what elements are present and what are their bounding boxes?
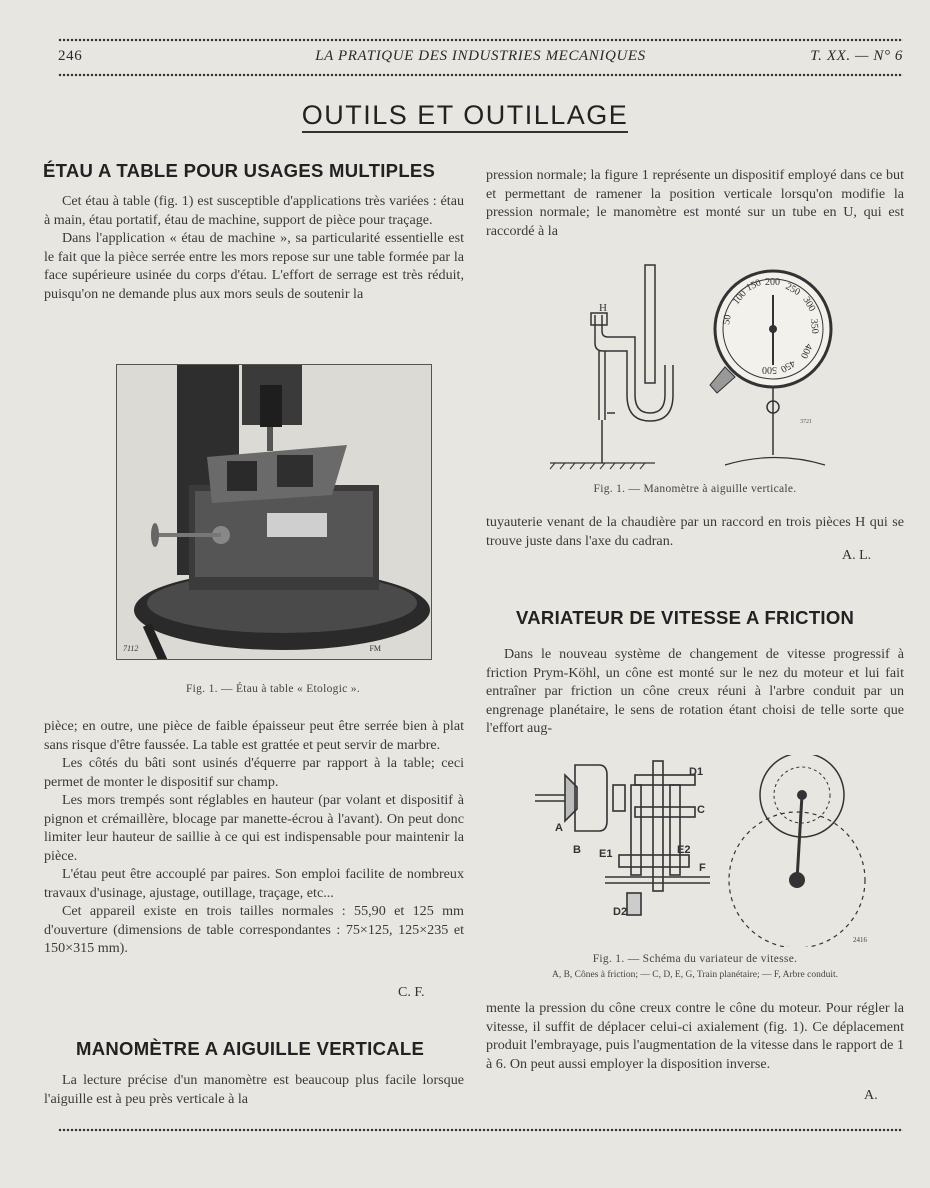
label-e1: E1 <box>599 848 613 860</box>
article3-signature: A. <box>864 1088 878 1103</box>
figure-legend: A, B, Cônes à friction; — C, D, E, G, Train planétaire; — F, Arbre conduit. <box>551 970 839 980</box>
label-d2: D2 <box>613 906 628 918</box>
article1-title: ÉTAU A TABLE POUR USAGES MULTIPLES <box>43 160 436 181</box>
dial-number: 100 <box>730 288 749 307</box>
article2-body-end <box>486 513 904 550</box>
header-bottom-rule <box>58 73 903 77</box>
paragraph: pression normale; la figure 1 représente un dispositif employé dans ce but et permettant de ramener la position verticale lorsqu'on modifie la pression normale; le manomètre est monté sur un tube en U, qui est raccordé à la <box>486 167 904 239</box>
paragraph: La lecture précise d'un manomètre est beaucoup plus facile lorsque l'aiguille est à peu près verticale à la <box>44 1072 464 1107</box>
label-b: B <box>573 844 581 856</box>
article1-body-bottom <box>44 717 464 958</box>
article1-body-top <box>44 192 464 303</box>
label-h: H <box>599 302 607 314</box>
paragraph: tuyauterie venant de la chaudière par un raccord en trois pièces H qui se trouve juste dans l'axe du cadran. <box>486 514 904 549</box>
photo-mark-left: 7112 <box>123 644 139 653</box>
figure-caption: Fig. 1. — Étau à table « Etologic ». <box>185 683 360 695</box>
figure-caption: Fig. 1. — Manomètre à aiguille verticale. <box>593 483 797 495</box>
paragraph: Cet étau à table (fig. 1) est susceptible d'applications très variées : étau à main, étau portatif, étau de machine, support de pièce pour traçage. <box>44 193 464 228</box>
dial-number: 350 <box>808 318 821 335</box>
vise-photo <box>116 364 432 660</box>
footer-rule <box>58 1128 903 1132</box>
dial-number: 50 <box>721 313 734 326</box>
article2-body-cont <box>486 166 904 240</box>
dial-number: 400 <box>797 341 815 360</box>
figure-mark: 2416 <box>853 936 867 944</box>
article2-title: MANOMÈTRE A AIGUILLE VERTICALE <box>76 1038 425 1059</box>
paragraph: Les côtés du bâti sont usinés d'équerre par rapport à la table; ceci permet de monter le dispositif sur champ. <box>44 755 464 790</box>
paragraph: L'étau peut être accouplé par paires. Son emploi facilite de nombreux travaux d'usinage, ajustage, outillage, traçage, etc... <box>44 866 464 901</box>
article3-body-end <box>486 999 904 1073</box>
running-header <box>58 48 903 70</box>
figure-caption: Fig. 1. — Schéma du variateur de vitesse. <box>592 953 798 965</box>
paragraph: mente la pression du cône creux contre le cône du moteur. Pour régler la vitesse, il suffit de déplacer celui-ci axialement (fig. 1). Ce déplacement produit l'embrayage, puis l'augmentation de la vitesse dans le rapport de 1 à 6. On peut aussi employer la disposition inverse. <box>486 1000 904 1072</box>
page-number: 246 <box>58 48 83 64</box>
label-d1: D1 <box>689 766 704 778</box>
paragraph: Dans l'application « étau de machine », sa particularité essentielle est le fait que la pièce serrée entre les mors repose sur une table formée par la face supérieure usinée du corps d'étau. L'effort de serrage est très réduit, puisqu'on ne demande plus aux mors seuls de soutenir la <box>44 230 464 302</box>
photo-mark-right: FM <box>369 644 381 653</box>
article2-signature: A. L. <box>842 548 872 563</box>
paragraph: Cet appareil existe en trois tailles normales : 55,90 et 125 mm d'ouverture (dimensions de table correspondantes : 75×125, 125×235 et 150×315 mm). <box>44 903 464 956</box>
label-a: A <box>555 822 563 834</box>
article3-body-start <box>486 645 904 738</box>
manometer-diagram <box>545 255 885 475</box>
article1-signature: C. F. <box>398 985 425 1000</box>
header-top-rule <box>58 38 903 42</box>
dial-number: 150 <box>744 277 763 294</box>
dial-number: 300 <box>800 295 818 314</box>
issue-number: T. XX. — N° 6 <box>810 48 903 64</box>
paragraph: pièce; en outre, une pièce de faible épaisseur peut être serrée bien à plat sans risque d'être faussée. La table est grattée et peut servir de marbre. <box>44 718 464 753</box>
dial-number: 500 <box>762 364 777 375</box>
journal-title: LA PRATIQUE DES INDUSTRIES MECANIQUES <box>315 48 646 64</box>
article3-title: VARIATEUR DE VITESSE A FRICTION <box>516 607 855 628</box>
dial-number: 450 <box>778 357 797 375</box>
vise-illustration <box>117 365 431 659</box>
article2-body-start <box>44 1071 464 1108</box>
label-c: C <box>697 804 705 816</box>
dial-number: 200 <box>765 277 780 288</box>
paragraph: Les mors trempés sont réglables en hauteur (par volant et dispositif à pignon et crémaillère, blocage par manette-écrou à l'avant). On peut donc limiter leur hauteur de saillie à ce qui est indispensable pour maintenir la pièce. <box>44 792 464 864</box>
dial-number: 250 <box>783 281 802 299</box>
label-e2: E2 <box>677 844 691 856</box>
section-title: OUTILS ET OUTILLAGE <box>0 100 930 131</box>
label-f: F <box>699 862 706 874</box>
variator-diagram <box>535 755 880 947</box>
figure-mark: 3721 <box>800 419 812 425</box>
paragraph: Dans le nouveau système de changement de vitesse progressif à friction Prym-Köhl, un cône est monté sur le nez du moteur et lui fait entraîner par friction un cône creux réuni à l'arbre conduit par un engrenage planétaire, le sens de rotation étant choisi de telle sorte que l'effort aug- <box>486 646 904 736</box>
